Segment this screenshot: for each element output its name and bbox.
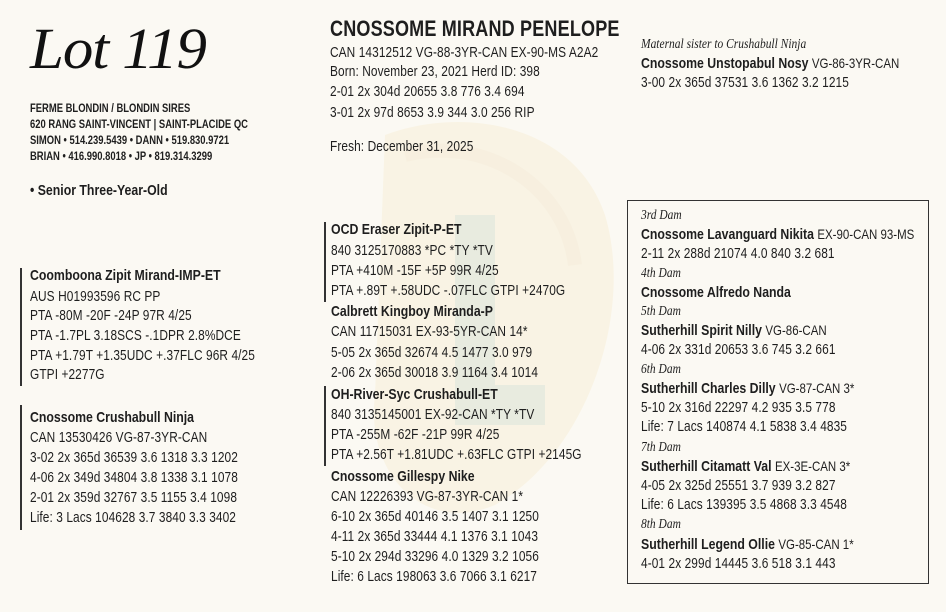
class-label: • Senior Three-Year-Old: [30, 182, 168, 199]
animal-birth-line: Born: November 23, 2021 Herd ID: 398: [330, 64, 540, 80]
dam6-name-line: [641, 378, 854, 399]
dam3-name-line: [641, 224, 914, 245]
dam7-record-1: 4-05 2x 325d 25551 3.7 939 3.2 827: [641, 478, 836, 494]
farm-name: FERME BLONDIN / BLONDIN SIRES: [30, 103, 191, 115]
sister-record: 3-00 2x 365d 37531 3.6 1362 3.2 1215: [641, 75, 849, 91]
farm-info: [30, 101, 296, 165]
dam3-record: 2-11 2x 288d 21074 4.0 840 3.2 681: [641, 246, 835, 262]
sire-dam-line-1: CAN 11715031 EX-93-5YR-CAN 14*: [331, 324, 528, 340]
farm-address: 620 RANG SAINT-VINCENT | SAINT-PLACIDE QC: [30, 119, 248, 131]
sire-sire-line-2: PTA +410M -15F +5P 99R 4/25: [331, 263, 499, 279]
sire-line-5: GTPI +2277G: [30, 367, 105, 383]
dam-bracket: [20, 405, 22, 530]
animal-id-line: CAN 14312512 VG-88-3YR-CAN EX-90-MS A2A2: [330, 45, 599, 61]
farm-contacts-2: BRIAN • 416.990.8018 • JP • 819.314.3299: [30, 151, 213, 163]
dam-dam-line-4: 5-10 2x 294d 33296 4.0 1329 3.2 1056: [331, 549, 539, 565]
fresh-date: Fresh: December 31, 2025: [330, 139, 474, 155]
dam7-record-2: Life: 6 Lacs 139395 3.5 4868 3.3 4548: [641, 497, 847, 513]
lot-title: Lot 119: [30, 16, 206, 81]
animal-record-1: 2-01 2x 304d 20655 3.8 776 3.4 694: [330, 84, 525, 100]
dam7-label: 7th Dam: [641, 440, 681, 455]
sire-line-4: PTA +1.79T +1.35UDC +.37FLC 96R 4/25: [30, 348, 255, 364]
dam4-label: 4th Dam: [641, 266, 681, 281]
dam6-record-1: 5-10 2x 316d 22297 4.2 935 3.5 778: [641, 400, 836, 416]
dam7-class: EX-3E-CAN 3*: [774, 458, 851, 474]
dam-dam-name: Cnossome Gillespy Nike: [331, 468, 475, 485]
dam-sire-line-2: PTA -255M -62F -21P 99R 4/25: [331, 427, 500, 443]
sire-dam-name: Calbrett Kingboy Miranda-P: [331, 303, 493, 320]
sister-name: Cnossome Unstopabul Nosy: [641, 55, 809, 72]
dam-line-2: 3-02 2x 365d 36539 3.6 1318 3.3 1202: [30, 450, 238, 466]
sire-bracket: [20, 268, 22, 386]
dam-name: Cnossome Crushabull Ninja: [30, 409, 195, 426]
sire-line-1: AUS H01993596 RC PP: [30, 289, 161, 305]
dam5-record: 4-06 2x 331d 20653 3.6 745 3.2 661: [641, 342, 836, 358]
dam7-name-line: [641, 456, 850, 477]
dam7-name: Sutherhill Citamatt Val: [641, 458, 772, 475]
sire-line-3: PTA -1.7PL 3.18SCS -.1DPR 2.8%DCE: [30, 328, 241, 344]
dam-sire-bracket: [324, 386, 326, 466]
sire-line-2: PTA -80M -20F -24P 97R 4/25: [30, 308, 192, 324]
dam3-label: 3rd Dam: [641, 208, 682, 223]
sire-sire-line-3: PTA +.89T +.58UDC -.07FLC GTPI +2470G: [331, 283, 566, 299]
dam-line-1: CAN 13530426 VG-87-3YR-CAN: [30, 430, 208, 446]
sire-sire-name: OCD Eraser Zipit-P-ET: [331, 221, 462, 238]
dam6-record-2: Life: 7 Lacs 140874 4.1 5838 3.4 4835: [641, 419, 847, 435]
dam5-label: 5th Dam: [641, 304, 681, 319]
sire-name: Coomboona Zipit Mirand-IMP-ET: [30, 267, 221, 284]
dam-dam-line-1: CAN 12226393 VG-87-3YR-CAN 1*: [331, 489, 524, 505]
dam5-name: Sutherhill Spirit Nilly: [641, 322, 762, 339]
dam8-name: Sutherhill Legend Ollie: [641, 536, 775, 553]
sire-sire-bracket: [324, 222, 326, 302]
dam6-label: 6th Dam: [641, 362, 681, 377]
sire-sire-line-1: 840 3125170883 *PC *TY *TV: [331, 243, 493, 259]
dam-sire-line-3: PTA +2.56T +1.81UDC +.63FLC GTPI +2145G: [331, 447, 582, 463]
dam6-name: Sutherhill Charles Dilly: [641, 380, 776, 397]
dam-dam-line-2: 6-10 2x 365d 40146 3.5 1407 3.1 1250: [331, 509, 539, 525]
sire-dam-line-3: 2-06 2x 365d 30018 3.9 1164 3.4 1014: [331, 365, 539, 381]
dam-dam-line-3: 4-11 2x 365d 33444 4.1 1376 3.1 1043: [331, 529, 539, 545]
dam3-class: EX-90-CAN 93-MS: [817, 226, 915, 242]
farm-contacts-1: SIMON • 514.239.5439 • DANN • 519.830.9721: [30, 135, 230, 147]
dam-dam-line-5: Life: 6 Lacs 198063 3.6 7066 3.1 6217: [331, 569, 537, 585]
dam-sire-name: OH-River-Syc Crushabull-ET: [331, 386, 498, 403]
dam5-name-line: [641, 320, 827, 341]
dam6-class: VG-87-CAN 3*: [779, 380, 855, 396]
dam-line-5: Life: 3 Lacs 104628 3.7 3840 3.3 3402: [30, 510, 236, 526]
animal-record-2: 3-01 2x 97d 8653 3.9 344 3.0 256 RIP: [330, 105, 535, 121]
dam8-class: VG-85-CAN 1*: [778, 536, 854, 552]
dam-line-3: 4-06 2x 349d 34804 3.8 1338 3.1 1078: [30, 470, 238, 486]
dam8-label: 8th Dam: [641, 517, 681, 532]
dam4-name: Cnossome Alfredo Nanda: [641, 284, 791, 301]
animal-name: CNOSSOME MIRAND PENELOPE: [330, 16, 620, 41]
sister-label: Maternal sister to Crushabull Ninja: [641, 37, 807, 52]
dam-line-4: 2-01 2x 359d 32767 3.5 1155 3.4 1098: [30, 490, 238, 506]
dam-sire-line-1: 840 3135145001 EX-92-CAN *TY *TV: [331, 407, 535, 423]
sister-class: VG-86-3YR-CAN: [811, 55, 900, 71]
dam8-record: 4-01 2x 299d 14445 3.6 518 3.1 443: [641, 556, 836, 572]
sire-dam-line-2: 5-05 2x 365d 32674 4.5 1477 3.0 979: [331, 345, 533, 361]
dam8-name-line: [641, 534, 854, 555]
sister-name-line: [641, 53, 899, 74]
dam3-name: Cnossome Lavanguard Nikita: [641, 226, 814, 243]
dam5-class: VG-86-CAN: [765, 322, 827, 338]
